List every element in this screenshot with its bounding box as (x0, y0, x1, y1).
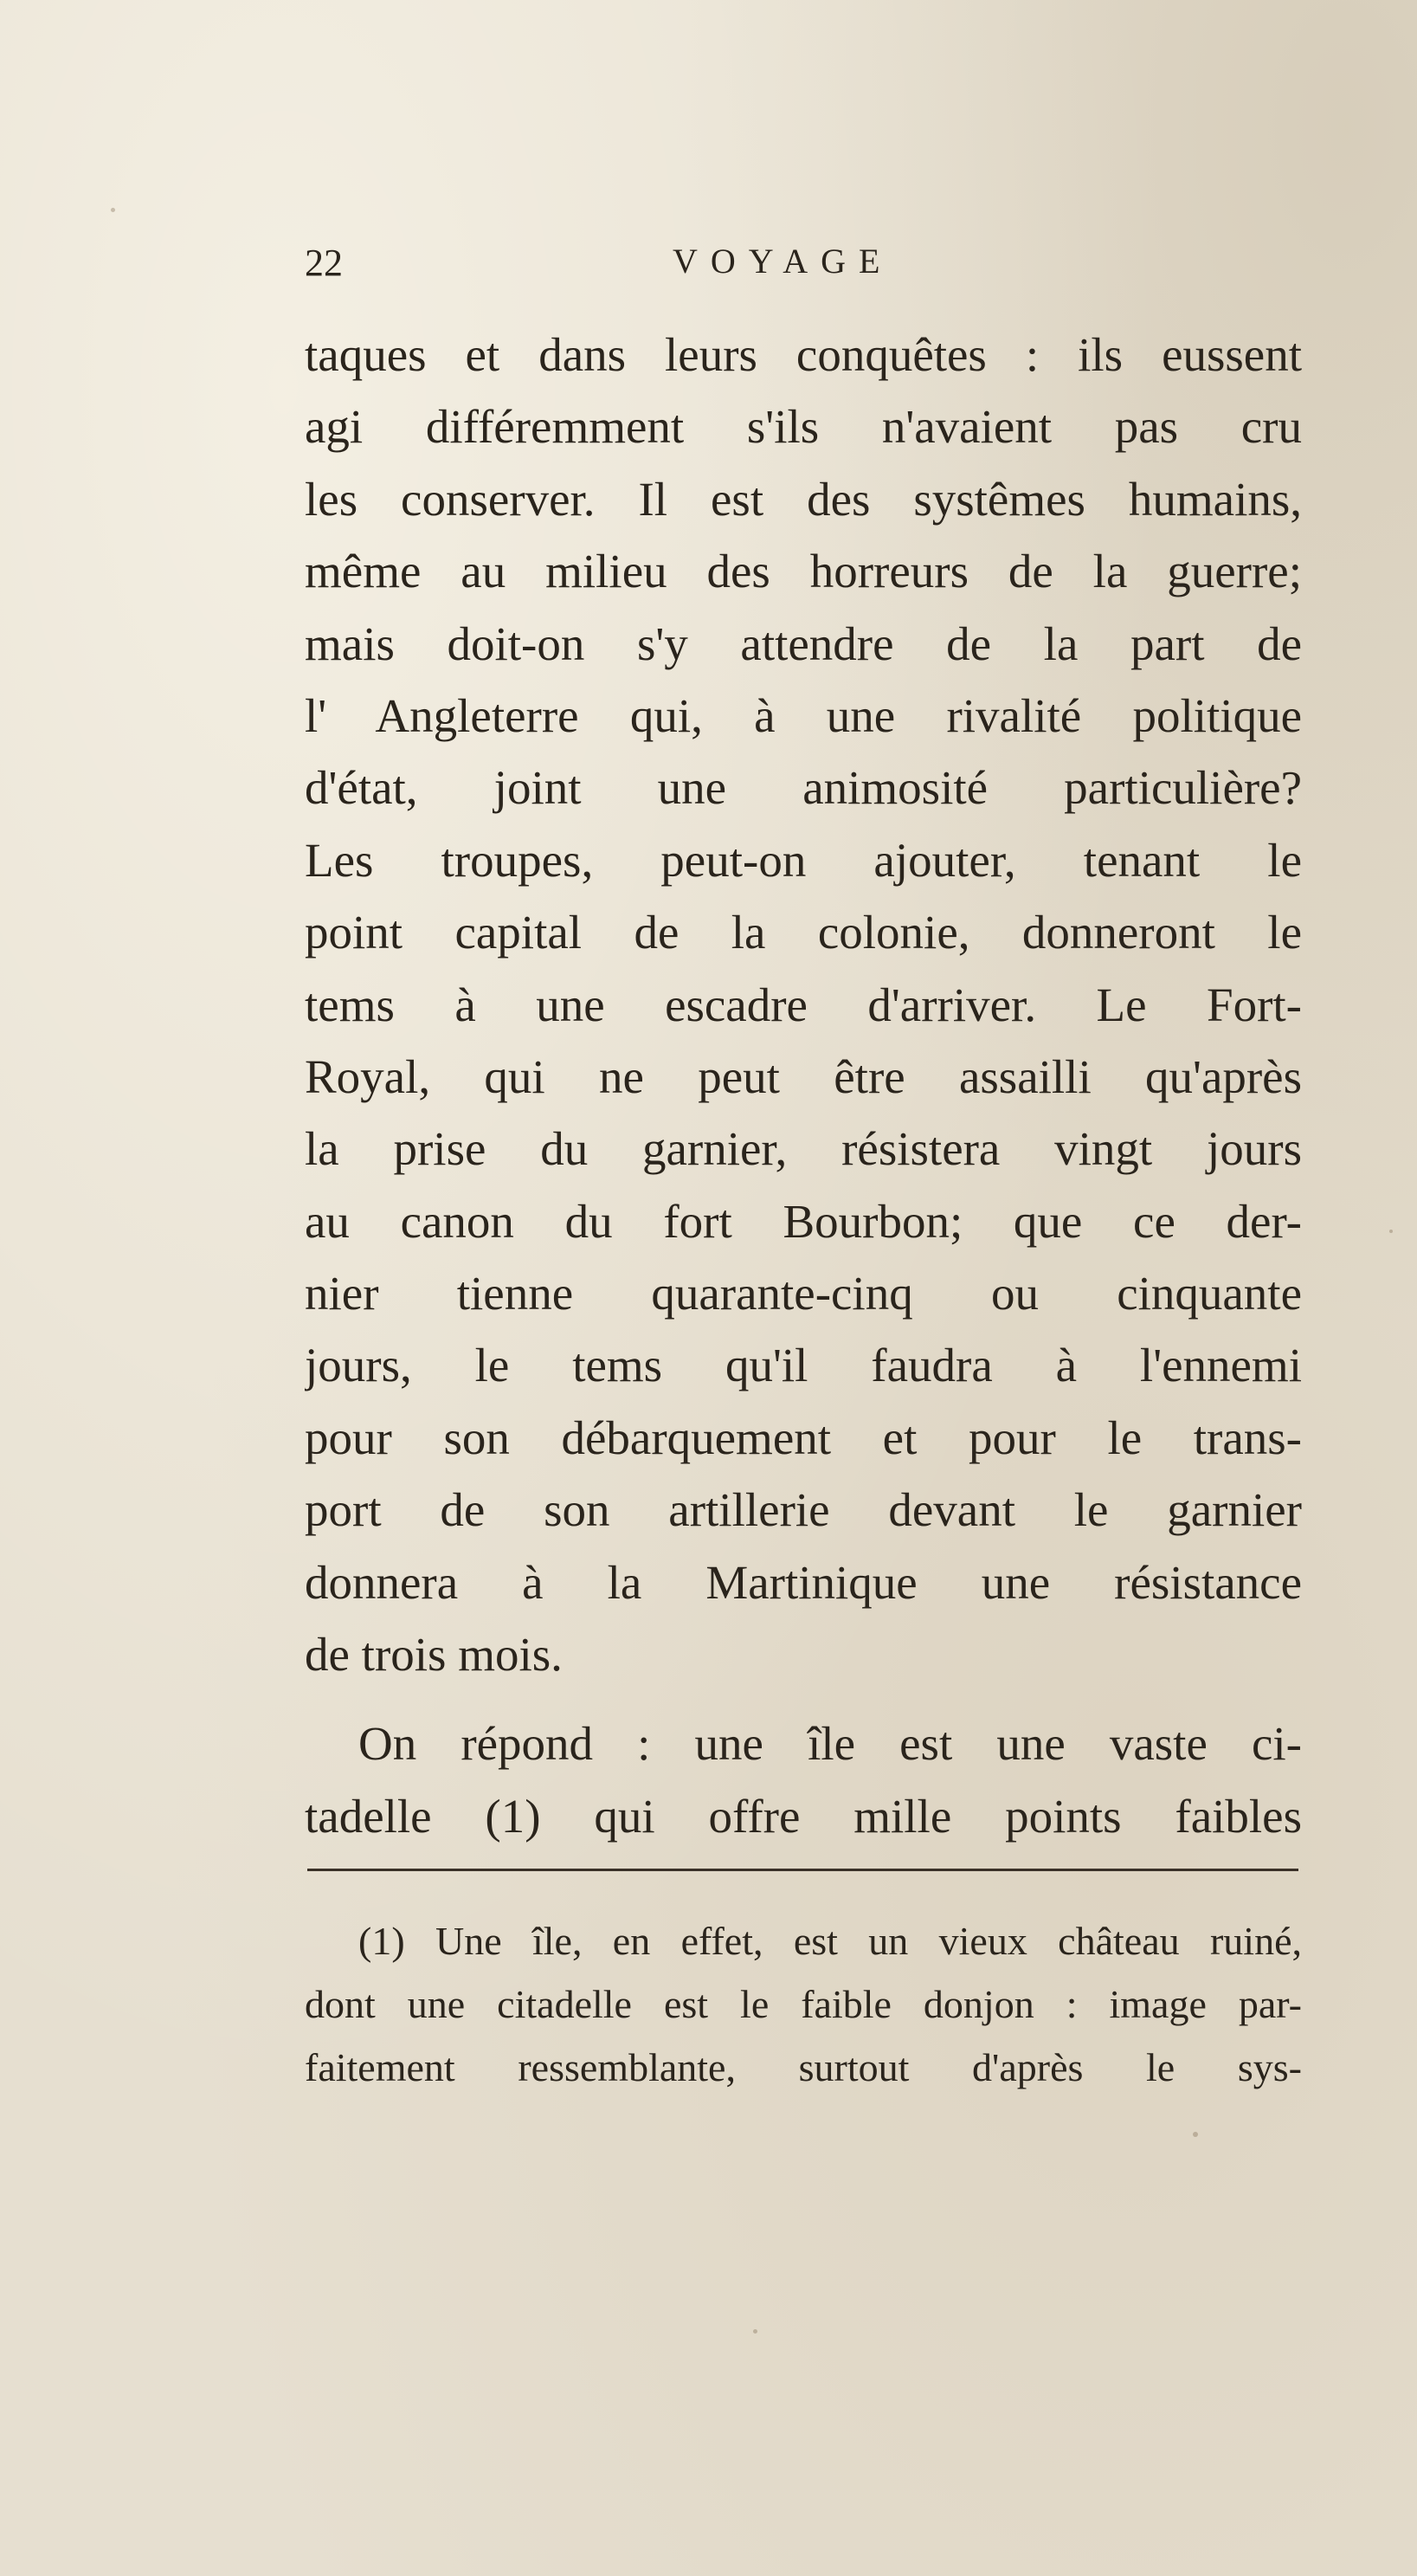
footnote-line: (1) Une île, en effet, est un vieux château ruiné, (358, 1919, 1302, 1963)
body-line: jours, le tems qu'il faudra à l'ennemi (305, 1339, 1302, 1392)
body-line: même au milieu des horreurs de la guerre; (305, 545, 1302, 598)
body-line: d'état, joint une animosité particulière? (305, 761, 1302, 815)
body-line: mais doit-on s'y attendre de la part de (305, 617, 1302, 670)
body-line: agi différemment s'ils n'avaient pas cru (305, 400, 1302, 454)
footnote-rule (307, 1869, 1298, 1871)
body-line: de trois mois. (305, 1628, 563, 1682)
body-line: port de son artillerie devant le garnier (305, 1483, 1302, 1537)
body-line: au canon du fort Bourbon; que ce der- (305, 1194, 1302, 1248)
paragraph-gap (305, 1690, 1302, 1708)
body-line: tems à une escadre d'arriver. Le Fort- (305, 978, 1302, 1031)
paper-speck (1193, 2132, 1198, 2137)
footnote-line: dont une citadelle est le faible donjon : image par- (305, 1982, 1302, 2026)
page-header (305, 241, 1300, 293)
body-line: donnera à la Martinique une résistance (305, 1555, 1302, 1609)
body-line: l' Angleterre qui, à une rivalité politique (305, 688, 1302, 742)
body-line: les conserver. Il est des systêmes humains, (305, 472, 1302, 526)
body-line: la prise du garnier, résistera vingt jours (305, 1122, 1302, 1176)
body-line: Les troupes, peut-on ajouter, tenant le (305, 833, 1302, 887)
body-line: tadelle (1) qui offre mille points faibles (305, 1789, 1302, 1843)
running-head: VOYAGE (673, 242, 893, 281)
body-line: Royal, qui ne peut être assailli qu'après (305, 1049, 1302, 1103)
body-line: taques et dans leurs conquêtes : ils eussent (305, 328, 1302, 381)
body-line: nier tienne quarante-cinq ou cinquante (305, 1267, 1302, 1320)
body-line: pour son débarquement et pour le trans- (305, 1411, 1302, 1464)
footnotes (305, 1909, 1302, 2099)
body-line: On répond : une île est une vaste ci- (358, 1717, 1302, 1771)
footnote-line: faitement ressemblante, surtout d'après le sys- (305, 2045, 1302, 2089)
main-text (305, 319, 1302, 1852)
paper-speck (111, 208, 115, 212)
body-line: point capital de la colonie, donneront le (305, 906, 1302, 959)
paper-speck (1389, 1230, 1393, 1233)
paper-speck (753, 2329, 757, 2334)
page-number: 22 (305, 242, 343, 284)
